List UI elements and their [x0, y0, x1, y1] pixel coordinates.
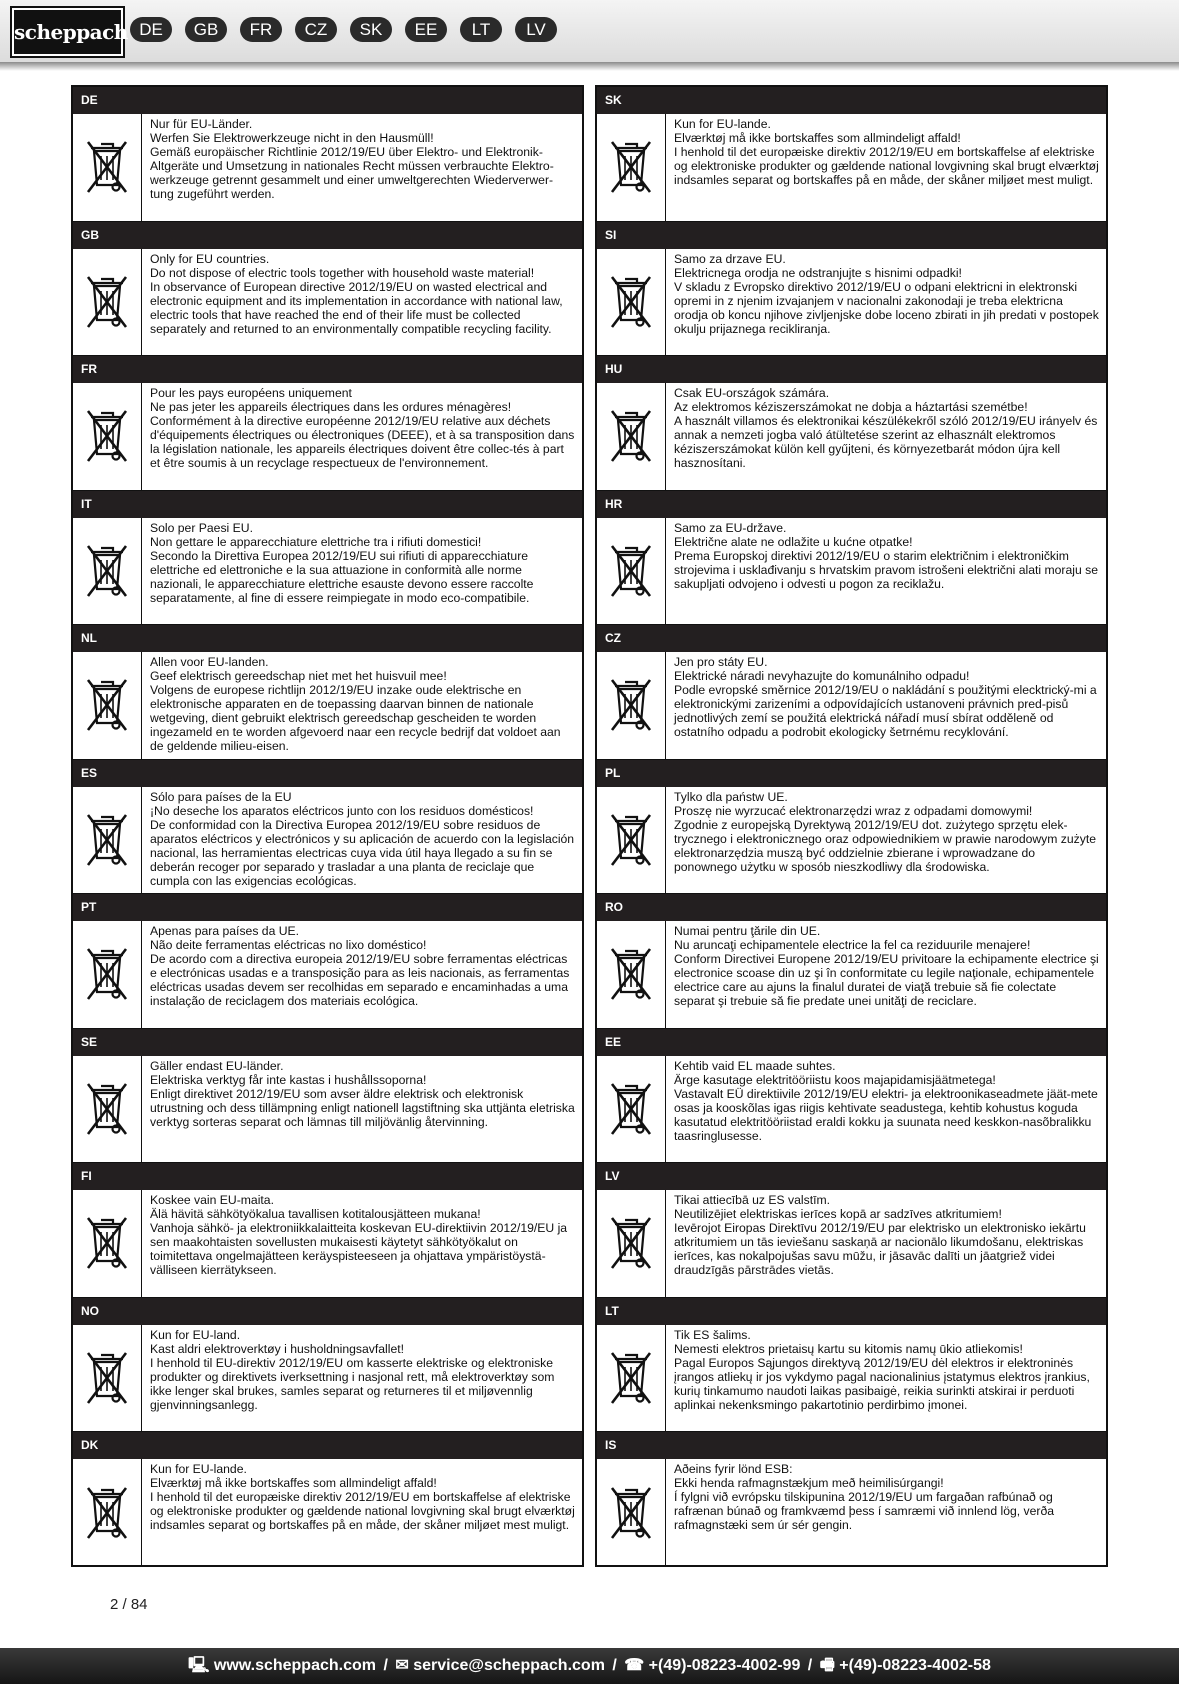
weee-section — [73, 1432, 582, 1567]
section-body — [73, 1056, 582, 1164]
section-language-code: HR — [597, 491, 1106, 518]
weee-section — [73, 356, 582, 491]
section-body — [597, 249, 1106, 357]
weee-section — [73, 1298, 582, 1433]
section-language-code: HU — [597, 356, 1106, 383]
crossed-bin-icon — [597, 652, 666, 759]
disposal-text: Only for EU countries. Do not dispose of electric tools together with household waste material! In observance of European directive 2012/19/EU on wasted electrical and electronic equipment and its implementation in accordance with national law, electric tools that have reached the end of their life must be collected separately and returned to an environmentally compatible recycling facility. — [150, 251, 563, 336]
page-number: 2 / 84 — [110, 1596, 148, 1613]
right-column — [595, 85, 1108, 1567]
section-language-code: GB — [73, 222, 582, 249]
section-language-code: EE — [597, 1029, 1106, 1056]
section-language-code: IT — [73, 491, 582, 518]
weee-section — [597, 894, 1106, 1029]
crossed-bin-icon — [597, 787, 666, 894]
section-body — [73, 1325, 582, 1433]
crossed-bin-icon — [73, 1325, 142, 1432]
disposal-text: Kun for EU-lande. Elværktøj må ikke bortskaffes som allmindeligt affald! I henhold til det europæiske direktiv 2012/19/EU em bortskaffelse af elektriske og elektroniske produkter og gældende national lovgivning skal brugt elværktøj indsamles separat og bortskaffes på en måde, der skåner miljøet mest muligt. — [674, 117, 1099, 187]
weee-section — [73, 760, 582, 895]
top-bar — [0, 0, 1179, 62]
section-language-code: FR — [73, 356, 582, 383]
section-language-code: IS — [597, 1432, 1106, 1459]
section-language-code: LV — [597, 1163, 1106, 1190]
disposal-text: Csak EU-országok számára. Az elektromos kéziszerszámokat ne dobja a háztartási szemétbe! A használt villamos és elektronikai készülékekről szóló 2012/19/EU irányelv és annak a nemzeti jogba való átültetése szerint az elhasznált elektromos kéziszerszámokat külön kell gyűjteni, és környezetbarát módon újra kell hasznosítani. — [674, 386, 1098, 470]
section-language-code: SI — [597, 222, 1106, 249]
weee-section — [597, 1432, 1106, 1567]
section-language-code: NO — [73, 1298, 582, 1325]
footer-website[interactable]: www.scheppach.com — [213, 1657, 376, 1674]
disposal-text: Samo za drzave EU. Elektricnega orodja ne odstranjujte s hisnimi odpadki! V skladu z Evropsko direktivo 2012/19/EU o odpani elektricni in elektronski opremi in z njenim izvajanjem v nacionalni zakonodaji je treba elektricna orodja ob koncu njihove zivljenjske dobe loceno zbirati in jih predati v postopek okulju prijaznega recikliranja. — [674, 251, 1099, 336]
section-body — [73, 1459, 582, 1567]
section-language-code: PT — [73, 894, 582, 921]
crossed-bin-icon — [73, 518, 142, 625]
lang-pill[interactable]: FR — [240, 17, 282, 42]
lang-pill[interactable]: LV — [515, 17, 557, 42]
brand-logo: scheppach — [12, 8, 123, 56]
section-body — [597, 1056, 1106, 1164]
disposal-text: Tik ES šalims. Nemesti elektros prietaisų kartu su kitomis namų ūkio atliekomis! Pagal Europos Sąjungos direktyvą 2012/19/EU dėl elektros ir elektroninės įrangos atliekų ir jos vykdymo pagal nacionalinius įstatymus elektros įrankius, kurių tinkamumo naudoti laikas pasibaigė, reikia surinkti atskirai ir perduoti aplinkai nekenksmingo pakartotinio perdirbimo įmonei. — [674, 1327, 1090, 1412]
weee-section — [73, 1029, 582, 1164]
disposal-text: Kun for EU-land. Kast aldri elektroverktøy i husholdningsavfallet! I henhold til EU-direktiv 2012/19/EU om kasserte elektriske og elektroniske produkter og direktivets iverksettning i nasjonal rett, må elektroverktøy som ikke lenger skal brukes, samles separat og returneres til et miljøvennlig gjenvinningsanlegg. — [150, 1327, 555, 1412]
weee-section — [597, 356, 1106, 491]
left-column — [71, 85, 584, 1567]
section-body — [73, 1190, 582, 1298]
section-body — [73, 652, 582, 760]
crossed-bin-icon — [597, 1190, 666, 1297]
footer-bar: 🖳 www.scheppach.com / ✉ service@scheppach.com / ☎ +(49)-08223-4002-99 / 🖷 +(49)-08223-4002-58 — [0, 1648, 1179, 1684]
crossed-bin-icon — [73, 921, 142, 1028]
section-language-code: SK — [597, 87, 1106, 114]
section-language-code: DK — [73, 1432, 582, 1459]
disposal-text: Samo za EU-države. Električne alate ne odlažite u kućne otpatke! Prema Europskoj direktivi 2012/19/EU o starim električnim i elektroničkim strojevima i usklađivanju s hrvatskim pravom istrošeni električni alati moraju se sakupljati odvojeno i odvesti u pogon za reciklažu. — [674, 520, 1099, 591]
disposal-text: Allen voor EU-landen. Geef elektrisch gereedschap niet met het huisvuil mee! Volgens de europese richtlijn 2012/19/EU inzake oude elektrische en elektronische apparaten en de toepassing daarvan binnen de nationale wetgeving, dient gebruikt elektrisch gereedschap gescheiden te worden ingezameld en te worden afgevoerd naar een recycle bedrijf dat voldoet aan de geldende milieu-eisen. — [150, 655, 561, 753]
disposal-text: Numai pentru ţările din UE. Nu aruncaţi echipamentele electrice la fel ca reziduurile menajere! Conform Directivei Europene 2012/19/EU privitoare la echipamente electrice şi electronice scoase din uz şi în conformitate cu legile naţionale, echipamentele electrice care au ajuns la finalul duratei de viaţă trebuie să fie colectate separat şi trebuie să fie predate unei unităţi de reciclare. — [674, 924, 1099, 1008]
weee-section — [597, 1029, 1106, 1164]
crossed-bin-icon — [73, 114, 142, 221]
section-body — [597, 518, 1106, 626]
disposal-text: Tylko dla państw UE. Proszę nie wyrzucać elektronarzędzi wraz z odpadami domowymi! Zgodnie z europejską Dyrektywą 2012/19/EU dot. zużytego sprzętu elek-trycznego i elektronicznego oraz odpowiednikiem w prawie narodowym zużyte elektronarzędzia muszą być oddzielnie zbierane i wprowadzane do ponownego użytku w sposób nieszkodliwy dla środowiska. — [674, 789, 1097, 874]
disposal-text: Kun for EU-lande. Elværktøj må ikke bortskaffes som allmindeligt affald! I henhold til det europæiske direktiv 2012/19/EU em bortskaffelse af elektriske og elektroniske produkter og gældende national lovgivning skal brugt elværktøj indsamles separat og bortskaffes på en måde, der skåner miljøet mest muligt. — [150, 1462, 575, 1532]
weee-section — [73, 625, 582, 760]
weee-section — [597, 1163, 1106, 1298]
mail-icon: ✉ — [395, 1657, 409, 1674]
lang-pill[interactable]: SK — [350, 17, 392, 42]
fax-icon: 🖷 — [819, 1657, 835, 1674]
weee-section — [73, 1163, 582, 1298]
disposal-text: Koskee vain EU-maita. Älä hävitä sähkötyökalua tavallisen kotitalousjätteen mukana! Vanhoja sähkö- ja elektroniikkalaitteita koskevan EU-direktiivin 2012/19/EU ja sen maakohtaisten sovellusten mukaisesti käytetyt sähkötyökalut on toimitettava ongelmajätteen keräyspisteeseen ja ohjattava ympäristöystä-välliseen kierrätykseen. — [150, 1193, 568, 1277]
crossed-bin-icon — [73, 787, 142, 894]
section-body — [73, 249, 582, 357]
section-language-code: RO — [597, 894, 1106, 921]
crossed-bin-icon — [73, 1459, 142, 1567]
section-body — [597, 383, 1106, 491]
crossed-bin-icon — [73, 383, 142, 490]
computer-icon: 🖳 — [188, 1657, 210, 1674]
disposal-text: Aðeins fyrir lönd ESB: Ekki henda rafmagnstækjum með heimilisúrgangi! Í fylgni við evrópsku tilskipunina 2012/19/EU um fargaðan rafbúnað og rafrænan búnað og framkvæmd þess í samræmi við innlend lög, verða rafmagnstæki sem úr sér gengin. — [674, 1462, 1055, 1532]
disposal-text: Pour les pays européens uniquement Ne pas jeter les appareils électriques dans les ordures ménagères! Conformément à la directive européenne 2012/19/EU relative aux déchets d'équipements électriques ou électroniques (DEEE), et à sa transposition dans la législation nationale, les appareils électriques doivent être collec-tés à part et être soumis à un recyclage respectueux de l'environnement. — [150, 386, 575, 470]
section-language-code: FI — [73, 1163, 582, 1190]
footer-email[interactable]: service@scheppach.com — [413, 1657, 605, 1674]
section-body — [597, 921, 1106, 1029]
disposal-text: Jen pro státy EU. Elektrické náradi nevyhazujte do komunálniho odpadu! Podle evropské směrnice 2012/19/EU o nakládání s použitými elecktrický-mi a elektronickými zarizeními a odpovídajících ustanoveni právnich pred-pisů jednotlivých zemí se použitá elektrická nářadí musí sbírat odděleně od ostatního odpadu a podrobit ekologicky šetrnému recyklování. — [674, 655, 1097, 739]
footer-fax: +(49)-08223-4002-58 — [839, 1657, 991, 1674]
crossed-bin-icon — [597, 1459, 666, 1567]
crossed-bin-icon — [73, 1190, 142, 1297]
disposal-text: Kehtib vaid EL maade suhtes. Ärge kasutage elektritööriistu koos majapidamisjäätmetega! Vastavalt EÜ direktiivile 2012/19/EU elektri- ja elektroonikaseadmete jäät-mete osas ja kooskõlas igas riigis kehtivate seadustega, kehtib kohustus koguda kasutatud elektritööriistad eraldi kokku ja suunata need keskkon-nasõbralikku taasringlusesse. — [674, 1058, 1098, 1143]
crossed-bin-icon — [597, 921, 666, 1028]
section-body — [73, 114, 582, 222]
weee-section — [597, 491, 1106, 626]
lang-pill[interactable]: GB — [185, 17, 227, 42]
section-body — [597, 652, 1106, 760]
crossed-bin-icon — [597, 518, 666, 625]
lang-pill[interactable]: LT — [460, 17, 502, 42]
weee-section — [73, 491, 582, 626]
section-language-code: NL — [73, 625, 582, 652]
section-language-code: LT — [597, 1298, 1106, 1325]
footer-phone: +(49)-08223-4002-99 — [648, 1657, 801, 1674]
weee-section — [73, 894, 582, 1029]
section-body — [73, 921, 582, 1029]
weee-section — [597, 760, 1106, 895]
lang-pill[interactable]: CZ — [295, 17, 337, 42]
section-body — [73, 518, 582, 626]
top-bar-shadow — [0, 62, 1179, 71]
section-language-code: CZ — [597, 625, 1106, 652]
section-language-code: ES — [73, 760, 582, 787]
crossed-bin-icon — [597, 1325, 666, 1432]
crossed-bin-icon — [73, 652, 142, 759]
disposal-text: Solo per Paesi EU. Non gettare le apparecchiature elettriche tra i rifiuti domestici! Secondo la Direttiva Europea 2012/19/EU sui rifiuti di apparecchiature elettriche ed elettroniche e la sua attuazione in conformità alle norme nazionali, le apparecchiature elettriche esauste devono essere raccolte separatamente, al fine di essere reimpiegate in modo eco-compatibile. — [150, 520, 534, 605]
crossed-bin-icon — [597, 249, 666, 356]
disposal-text: Nur für EU-Länder. Werfen Sie Elektrowerkzeuge nicht in den Hausmüll! Gemäß europäischer Richtlinie 2012/19/EU über Elektro- und Elektronik-Altgeräte und Umsetzung in nationales Recht müssen verbrauchte Elektro-werkzeuge getrennt gesammelt und einer umweltgerechten Wiederverwer-tung zugeführt werden. — [150, 117, 554, 201]
section-body — [597, 114, 1106, 222]
section-language-code: PL — [597, 760, 1106, 787]
section-body — [597, 1190, 1106, 1298]
weee-section — [73, 222, 582, 357]
lang-pill[interactable]: DE — [130, 17, 172, 42]
crossed-bin-icon — [73, 249, 142, 356]
section-body — [73, 787, 582, 895]
section-body — [597, 1459, 1106, 1567]
lang-pill[interactable]: EE — [405, 17, 447, 42]
disposal-text: Tikai attiecībā uz ES valstīm. Neutilizējiet elektriskas ierīces kopā ar sadzīves atkritumiem! Ievērojot Eiropas Direktīvu 2012/19/EU par elektrisko un elektronisko iekārtu atkritumiem un tās ieviešanu saskaņā ar nacionālo likumdošanu, elektriskas ierīces, kas nokalpojušas savu mūžu, ir jāsavāc dalīti un jāatgriež videi draudzīgās pārstrādes vietās. — [674, 1193, 1086, 1277]
weee-section — [597, 222, 1106, 357]
crossed-bin-icon — [597, 114, 666, 221]
crossed-bin-icon — [597, 1056, 666, 1163]
crossed-bin-icon — [73, 1056, 142, 1163]
weee-section — [597, 1298, 1106, 1433]
disposal-text: Gäller endast EU-länder. Elektriska verktyg får inte kastas i hushållssoporna! Enligt direktivet 2012/19/EU som avser äldre elektrisk och elektronisk utrustning och dess tillämpning enligt nationell lagstiftning ska uttjänta eletriska verktyg sorteras separat och lämnas till miljövänlig återvinning. — [150, 1058, 575, 1129]
weee-section — [597, 87, 1106, 222]
weee-section — [73, 87, 582, 222]
weee-section — [597, 625, 1106, 760]
crossed-bin-icon — [597, 383, 666, 490]
disposal-text: Apenas para países da UE. Não deite ferramentas eléctricas no lixo doméstico! De acordo com a directiva europeia 2012/19/EU sobre ferramentas eléctricas e electrónicas usadas e a transposição para as leis nacionais, as ferramentas eléctricas usadas devem ser recolhidas em separado e encaminhadas a uma instalação de reciclagem dos materiais ecológica. — [150, 924, 570, 1008]
section-body — [597, 1325, 1106, 1433]
language-tabs — [130, 17, 557, 42]
section-body — [73, 383, 582, 491]
disposal-text: Sólo para países de la EU ¡No deseche los aparatos eléctricos junto con los residuos domésticos! De conformidad con la Directiva Europea 2012/19/EU sobre residuos de aparatos eléctricos y electrónicos y su aplicación de acuerdo con la legislación nacional, las herramientas electricas cuya vida útil haya llegado a su fin se deberán recoger por separado y trasladar a una planta de reciclaje que cumpla con las exigencias ecológicas. — [150, 789, 575, 888]
phone-icon: ☎ — [624, 1657, 645, 1674]
section-language-code: DE — [73, 87, 582, 114]
section-language-code: SE — [73, 1029, 582, 1056]
section-body — [597, 787, 1106, 895]
